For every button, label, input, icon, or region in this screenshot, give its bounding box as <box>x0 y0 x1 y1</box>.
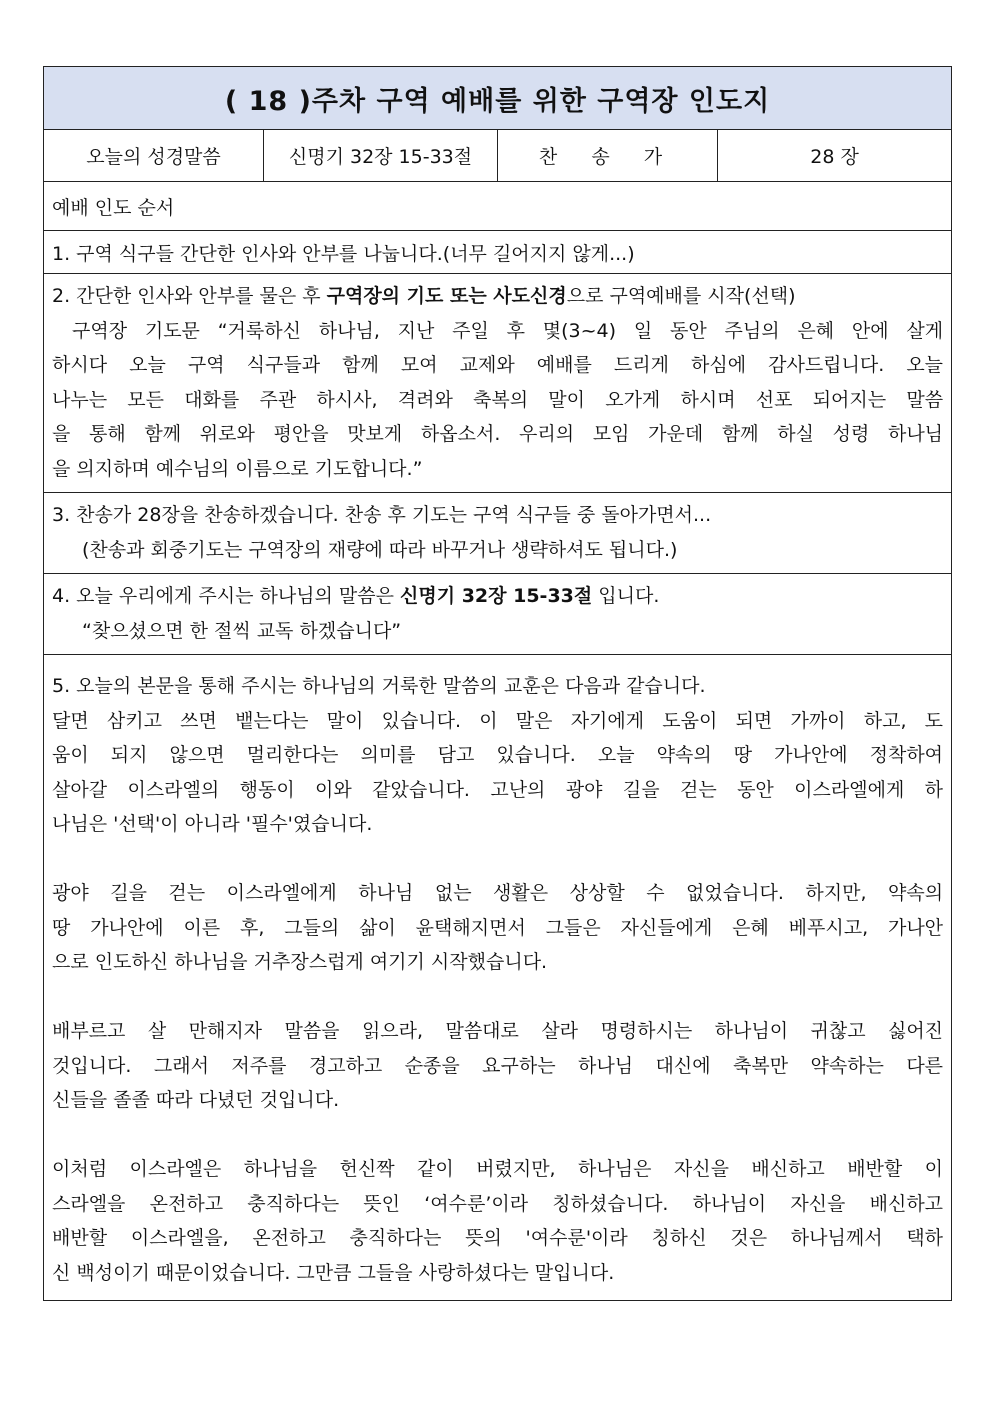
step-3-line-1: 3. 찬송가 28장을 찬송하겠습니다. 찬송 후 기도는 구역 식구들 중 돌아가면서... <box>52 504 712 526</box>
step-5 <box>44 655 952 1301</box>
hymn-label: 찬 송 가 <box>498 130 718 182</box>
body-line: 신들을 졸졸 따라 다녔던 것입니다. <box>52 1089 340 1111</box>
body-line: 신 백성이기 때문이었습니다. 그만큼 그들을 사랑하셨다는 말입니다. <box>52 1261 615 1284</box>
prayer-line: 을 의지하며 예수님의 이름으로 기도합니다.” <box>52 457 423 480</box>
body-line: 배부르고 살 만해지자 말씀을 읽으라, 말씀대로 살라 명령하시는 하나님이 귀찮고 싫어진 <box>52 1020 944 1042</box>
body-line: 배반할 이스라엘을, 온전하고 충직하다는 뜻의 '여수룬'이라 칭하신 것은 하나님께서 택하 <box>52 1227 944 1249</box>
body-line: 움이 되지 않으면 멀리한다는 의미를 담고 있습니다. 오늘 약속의 땅 가나안에 정착하여 <box>52 744 944 766</box>
step-5-heading: 5. 오늘의 본문을 통해 주시는 하나님의 거룩한 말씀의 교훈은 다음과 같습니다. <box>52 675 706 697</box>
paragraph-gap <box>52 980 943 1015</box>
scripture-value: 신명기 32장 15-33절 <box>264 130 498 182</box>
body-line: 땅 가나안에 이른 후, 그들의 삶이 윤택해지면서 그들은 자신들에게 은혜 베푸시고, 가나안 <box>52 916 944 939</box>
step-2-post: 으로 구역예배를 시작(선택) <box>566 285 796 307</box>
step-4-pre: 4. 오늘 우리에게 주시는 하나님의 말씀은 <box>52 585 401 607</box>
prayer-line: 나누는 모든 대화를 주관 하시사, 격려와 축복의 말이 오가게 하시며 선포 되어지는 말씀 <box>52 388 944 411</box>
prayer-line: 하시다 오늘 구역 식구들과 함께 모여 교제와 예배를 드리게 하심에 감사드립니다. 오늘 <box>52 354 944 376</box>
guide-table <box>43 66 952 1301</box>
step-3-line-2: (찬송과 회중기도는 구역장의 재량에 따라 바꾸거나 생략하셔도 됩니다.) <box>82 538 678 561</box>
prayer-line: 을 통해 함께 위로와 평안을 맛보게 하옵소서. 우리의 모임 가운데 함께 하실 성령 하나님 <box>52 423 944 445</box>
step-4 <box>44 574 952 655</box>
body-line: 스라엘을 온전하고 충직하다는 뜻인 ‘여수룬’이라 칭하셨습니다. 하나님이 자신을 배신하고 <box>52 1192 944 1215</box>
paragraph-gap <box>52 842 943 877</box>
body-line: 살아갈 이스라엘의 행동이 이와 같았습니다. 고난의 광야 길을 걷는 동안 이스라엘에게 하 <box>52 778 944 801</box>
scripture-label: 오늘의 성경말씀 <box>44 130 264 182</box>
page-title: ( 18 )주차 구역 예배를 위한 구역장 인도지 <box>44 67 952 130</box>
body-line: 것입니다. 그래서 저주를 경고하고 순종을 요구하는 하나님 대신에 축복만 약속하는 다른 <box>52 1054 944 1077</box>
step-2-bold: 구역장의 기도 또는 사도신경 <box>326 285 567 307</box>
body-line: 광야 길을 걷는 이스라엘에게 하나님 없는 생활은 상상할 수 없었습니다. 하지만, 약속의 <box>52 882 944 904</box>
order-heading: 예배 인도 순서 <box>44 182 952 231</box>
prayer-line: 구역장 기도문 “거룩하신 하나님, 지난 주일 후 몇(3~4) 일 동안 주님의 은혜 안에 살게 <box>72 319 944 342</box>
step-4-line-1 <box>52 579 943 614</box>
step-4-bold: 신명기 32장 15-33절 <box>400 585 593 607</box>
step-4-line-2: “찾으셨으면 한 절씩 교독 하겠습니다” <box>82 619 402 642</box>
step-2-pre: 2. 간단한 인사와 안부를 물은 후 <box>52 285 327 307</box>
paragraph-gap <box>52 1118 943 1153</box>
body-line: 달면 삼키고 쓰면 뱉는다는 말이 있습니다. 이 말은 자기에게 도움이 되면 가까이 하고, 도 <box>52 709 944 732</box>
hymn-value: 28 장 <box>718 130 952 182</box>
worship-guide-document <box>43 66 951 1301</box>
body-line: 나님은 '선택'이 아니라 '필수'였습니다. <box>52 813 373 835</box>
body-line: 이처럼 이스라엘은 하나님을 헌신짝 같이 버렸지만, 하나님은 자신을 배신하고 배반할 이 <box>52 1158 944 1180</box>
step-1: 1. 구역 식구들 간단한 인사와 안부를 나눕니다.(너무 길어지지 않게...) <box>44 231 952 274</box>
step-2-intro <box>52 279 943 314</box>
step-4-post: 입니다. <box>592 585 660 607</box>
step-2 <box>44 274 952 493</box>
body-line: 으로 인도하신 하나님을 거추장스럽게 여기기 시작했습니다. <box>52 951 548 973</box>
step-3 <box>44 493 952 574</box>
